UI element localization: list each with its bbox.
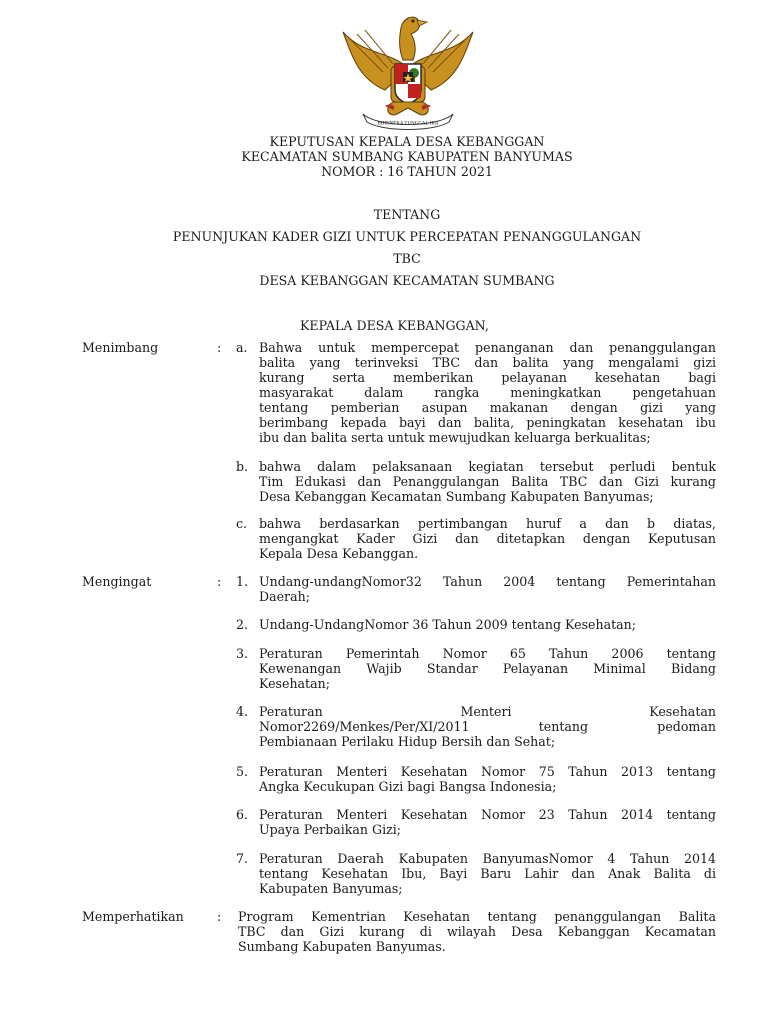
memperhatikan-label: Memperhatikan bbox=[82, 909, 184, 924]
mengingat-1-marker: 1. bbox=[236, 574, 249, 589]
emblem-motto: BHINNEKA TUNGGAL IKA bbox=[377, 121, 439, 127]
menimbang-c-marker: c. bbox=[236, 516, 248, 531]
menimbang-b-text: bahwa dalam pelaksanaan kegiatan tersebut perludi bentuk Tim Edukasi dan Penanggulangan Balita TBC dan Gizi kurang Desa Kebanggan Kecamatan Sumbang Kabupaten Banyumas; bbox=[259, 459, 716, 504]
mengingat-4-text: Peraturan Menteri Kesehatan Nomor2269/Menkes/Per/XI/2011 tentang pedoman Pembianaan Perilaku Hidup Bersih dan Sehat; bbox=[259, 704, 716, 749]
menimbang-a-marker: a. bbox=[236, 340, 248, 355]
header-line-2: KECAMATAN SUMBANG KABUPATEN BANYUMAS bbox=[241, 149, 573, 164]
menimbang-a-text: Bahwa untuk mempercepat penanganan dan penanggulangan balita yang terinveksi TBC dan balita yang mengalami gizi kurang serta memberikan pelayanan kesehatan bagi masyarakat dalam rangka meningkatkan pengetahuan tentang pemberian asupan makanan dengan gizi yang berimbang kepada bayi dan balita, peningkatan kesehatan ibu ibu dan balita serta untuk mewujudkan keluarga berkualitas; bbox=[259, 340, 716, 445]
menimbang-label: Menimbang bbox=[82, 340, 159, 355]
memperhatikan-text: Program Kementrian Kesehatan tentang penanggulangan Balita TBC dan Gizi kurang di wilayah Desa Kebanggan Kecamatan Sumbang Kabupaten Banyumas. bbox=[238, 909, 716, 954]
title-line-1: PENUNJUKAN KADER GIZI UNTUK PERCEPATAN PENANGGULANGAN bbox=[172, 229, 642, 244]
title-line-3: DESA KEBANGGAN KECAMATAN SUMBANG bbox=[259, 273, 555, 288]
mengingat-1-text: Undang-undangNomor32 Tahun 2004 tentang Pemerintahan Daerah; bbox=[259, 574, 716, 604]
header-number: NOMOR : 16 TAHUN 2021 bbox=[321, 164, 493, 179]
title-tentang: TENTANG bbox=[373, 207, 441, 222]
mengingat-colon: : bbox=[217, 574, 222, 589]
mengingat-3-marker: 3. bbox=[236, 646, 249, 661]
menimbang-colon: : bbox=[217, 340, 222, 355]
mengingat-6-text: Peraturan Menteri Kesehatan Nomor 23 Tahun 2014 tentang Upaya Perbaikan Gizi; bbox=[259, 807, 716, 837]
menimbang-b-marker: b. bbox=[236, 459, 249, 474]
mengingat-7-text: Peraturan Daerah Kabupaten BanyumasNomor 4 Tahun 2014 tentang Kesehatan Ibu, Bayi Baru Lahir dan Anak Balita di Kabupaten Banyumas; bbox=[259, 851, 716, 896]
mengingat-4-marker: 4. bbox=[236, 704, 249, 719]
mengingat-label: Mengingat bbox=[82, 574, 152, 589]
mengingat-2-text: Undang-UndangNomor 36 Tahun 2009 tentang Kesehatan; bbox=[259, 617, 637, 632]
mengingat-3-text: Peraturan Pemerintah Nomor 65 Tahun 2006 tentang Kewenangan Wajib Standar Pelayanan Minimal Bidang Kesehatan; bbox=[259, 646, 716, 691]
garuda-pancasila-emblem-icon bbox=[333, 10, 483, 132]
menimbang-c-text: bahwa berdasarkan pertimbangan huruf a dan b diatas, mengangkat Kader Gizi dan ditetapkan dengan Keputusan Kepala Desa Kebanggan. bbox=[259, 516, 716, 561]
mengingat-5-text: Peraturan Menteri Kesehatan Nomor 75 Tahun 2013 tentang Angka Kecukupan Gizi bagi Bangsa Indonesia; bbox=[259, 764, 716, 794]
official-heading: KEPALA DESA KEBANGGAN, bbox=[300, 318, 489, 333]
title-line-2: TBC bbox=[393, 251, 421, 266]
mengingat-2-marker: 2. bbox=[236, 617, 249, 632]
memperhatikan-colon: : bbox=[217, 909, 222, 924]
mengingat-5-marker: 5. bbox=[236, 764, 249, 779]
mengingat-7-marker: 7. bbox=[236, 851, 249, 866]
mengingat-6-marker: 6. bbox=[236, 807, 249, 822]
header-line-1: KEPUTUSAN KEPALA DESA KEBANGGAN bbox=[269, 134, 545, 149]
